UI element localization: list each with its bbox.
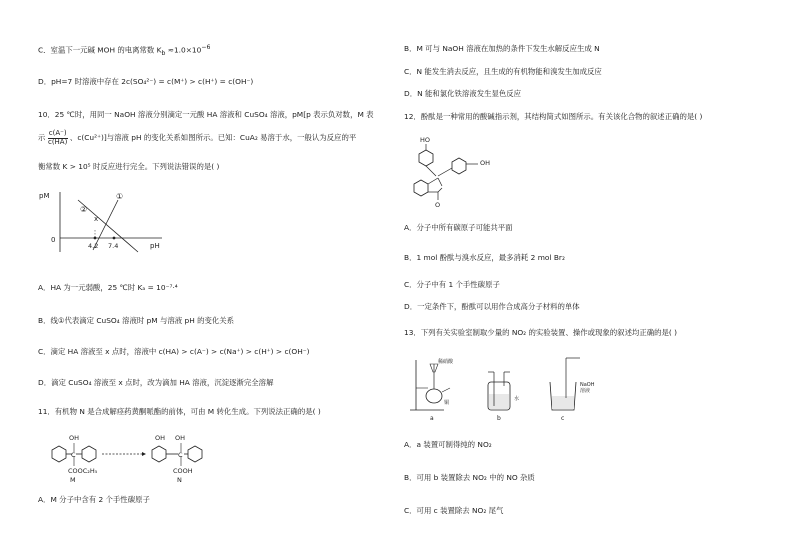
q10-option-a: A．HA 为一元弱酸，25 ℃时 Kₐ = 10⁻⁷·⁴: [38, 283, 178, 292]
phenol-oh-2: OH: [480, 159, 491, 167]
q12-option-b: B．1 mol 酚酞与溴水反应，最多消耗 2 mol Br₂: [404, 253, 565, 262]
q10-stem-line1: 10．25 ℃时，用同一 NaOH 溶液分别滴定一元酸 HA 溶液和 CuSO₄ 溶液，pM[p 表示负对数，M 表: [38, 110, 374, 119]
q11-option-a: A．M 分子中含有 2 个手性碳原子: [38, 495, 150, 504]
n-acid: COOH: [173, 467, 193, 475]
n-oh-left: OH: [155, 434, 166, 442]
graph-point-4-2: [94, 237, 97, 240]
label-water: 水: [514, 396, 520, 402]
graph-tick-4-2: 4.2: [88, 242, 99, 250]
graph-xlabel: pH: [150, 242, 160, 250]
phenol-ring-2: [452, 158, 466, 174]
apparatus-a-flask: [426, 389, 442, 403]
label-naoh: NaOH: [580, 382, 595, 388]
q12-phenolphthalein-structure: [404, 132, 504, 214]
graph-tick-7-4: 7.4: [108, 242, 119, 250]
q10-fraction: $\frac{c(A^-)}{c(HA)}$: [47, 129, 68, 146]
q11-structure-m-to-n: [38, 428, 208, 486]
option-c-kb: C．室温下一元碱 MOH 的电离常数 $K_b \approx 1.0\times 10^{-6}$: [38, 44, 211, 57]
label-a: a: [430, 415, 434, 422]
phenol-oh-1: HO: [420, 136, 431, 144]
m-ester: COOC₂H₅: [68, 467, 98, 475]
graph-origin: 0: [51, 236, 56, 244]
svg-text:C: C: [178, 451, 183, 459]
q11-option-b: B．M 可与 NaOH 溶液在加热的条件下发生水解反应生成 N: [404, 44, 600, 53]
q13-apparatus: [404, 352, 644, 424]
label-acid: 稀硝酸: [438, 359, 454, 365]
svg-text:C: C: [71, 451, 76, 459]
q10-stem-line2: 示 $\frac{c(A^-)}{c(HA)}$ 、c(Cu²⁺)]与溶液 pH 的变化关系如图所示。已知：CuA₂ 易溶于水，一般认为反应的平: [38, 129, 357, 146]
q12-stem: 12．酚酞是一种常用的酸碱指示剂，其结构简式如图所示。有关该化合物的叙述正确的是( ): [404, 112, 703, 121]
m-benzene-ring: [52, 446, 66, 462]
q12-option-a: A．分子中所有碳原子可能共平面: [404, 223, 513, 232]
label-c: c: [561, 415, 565, 422]
q11-stem: 11．有机物 N 是合成解痉药黄酮哌酯的前体，可由 M 转化生成。下列说法正确的是( ): [38, 407, 321, 416]
graph-ylabel: pM: [39, 192, 50, 200]
q12-option-c: C．分子中有 1 个手性碳原子: [404, 280, 500, 289]
q11-option-c: C．N 能发生消去反应，且生成的有机物能和溴发生加成反应: [404, 67, 602, 76]
m-label: M: [70, 476, 76, 484]
q10-option-d: D．滴定 CuSO₄ 溶液至 x 点时，改为滴加 HA 溶液，沉淀逐渐完全溶解: [38, 378, 274, 387]
label-solution: 溶液: [580, 388, 591, 394]
q11-option-d: D．N 能和氯化铁溶液发生显色反应: [404, 89, 522, 98]
graph-label-x: x: [94, 215, 99, 223]
graph-point-7-4: [113, 237, 116, 240]
q13-stem: 13．下列有关实验室制取少量的 NO₂ 的实验装置、操作或现象的叙述均正确的是( ): [404, 328, 678, 337]
benzo-ring: [414, 180, 428, 196]
option-d-ph7: D．pH=7 时溶液中存在 2c(SO₄²⁻) = c(M⁺) > c(H⁺) = c(OH⁻): [38, 77, 254, 86]
q10-stem-line3: 衡常数 K > 10⁵ 时反应进行完全。下列说法错误的是( ): [38, 162, 220, 171]
graph-label-1: ①: [116, 192, 124, 201]
q10-option-c: C．滴定 HA 溶液至 x 点时，溶液中 c(HA) > c(A⁻) > c(Na⁺) > c(H⁺) > c(OH⁻): [38, 347, 310, 356]
phenol-ring-1: [419, 150, 433, 166]
m-oh: OH: [69, 434, 80, 442]
graph-label-2: ②: [80, 205, 88, 214]
carbonyl-o: O: [435, 201, 441, 209]
q13-option-a: A．a 装置可制得纯的 NO₂: [404, 440, 492, 449]
q13-option-c: C．可用 c 装置除去 NO₂ 尾气: [404, 506, 504, 515]
n-label: N: [177, 476, 182, 484]
q10-option-b: B．线①代表滴定 CuSO₄ 溶液时 pM 与溶液 pH 的变化关系: [38, 316, 235, 325]
q12-option-d: D．一定条件下，酚酞可以用作合成高分子材料的单体: [404, 302, 580, 311]
label-copper: 铜: [444, 400, 450, 406]
q13-option-b: B．可用 b 装置除去 NO₂ 中的 NO 杂质: [404, 473, 535, 482]
label-b: b: [497, 415, 501, 422]
n-oh: OH: [175, 434, 186, 442]
m-cyclohexane-ring: [82, 446, 96, 462]
q10-pm-ph-graph: [38, 186, 168, 258]
